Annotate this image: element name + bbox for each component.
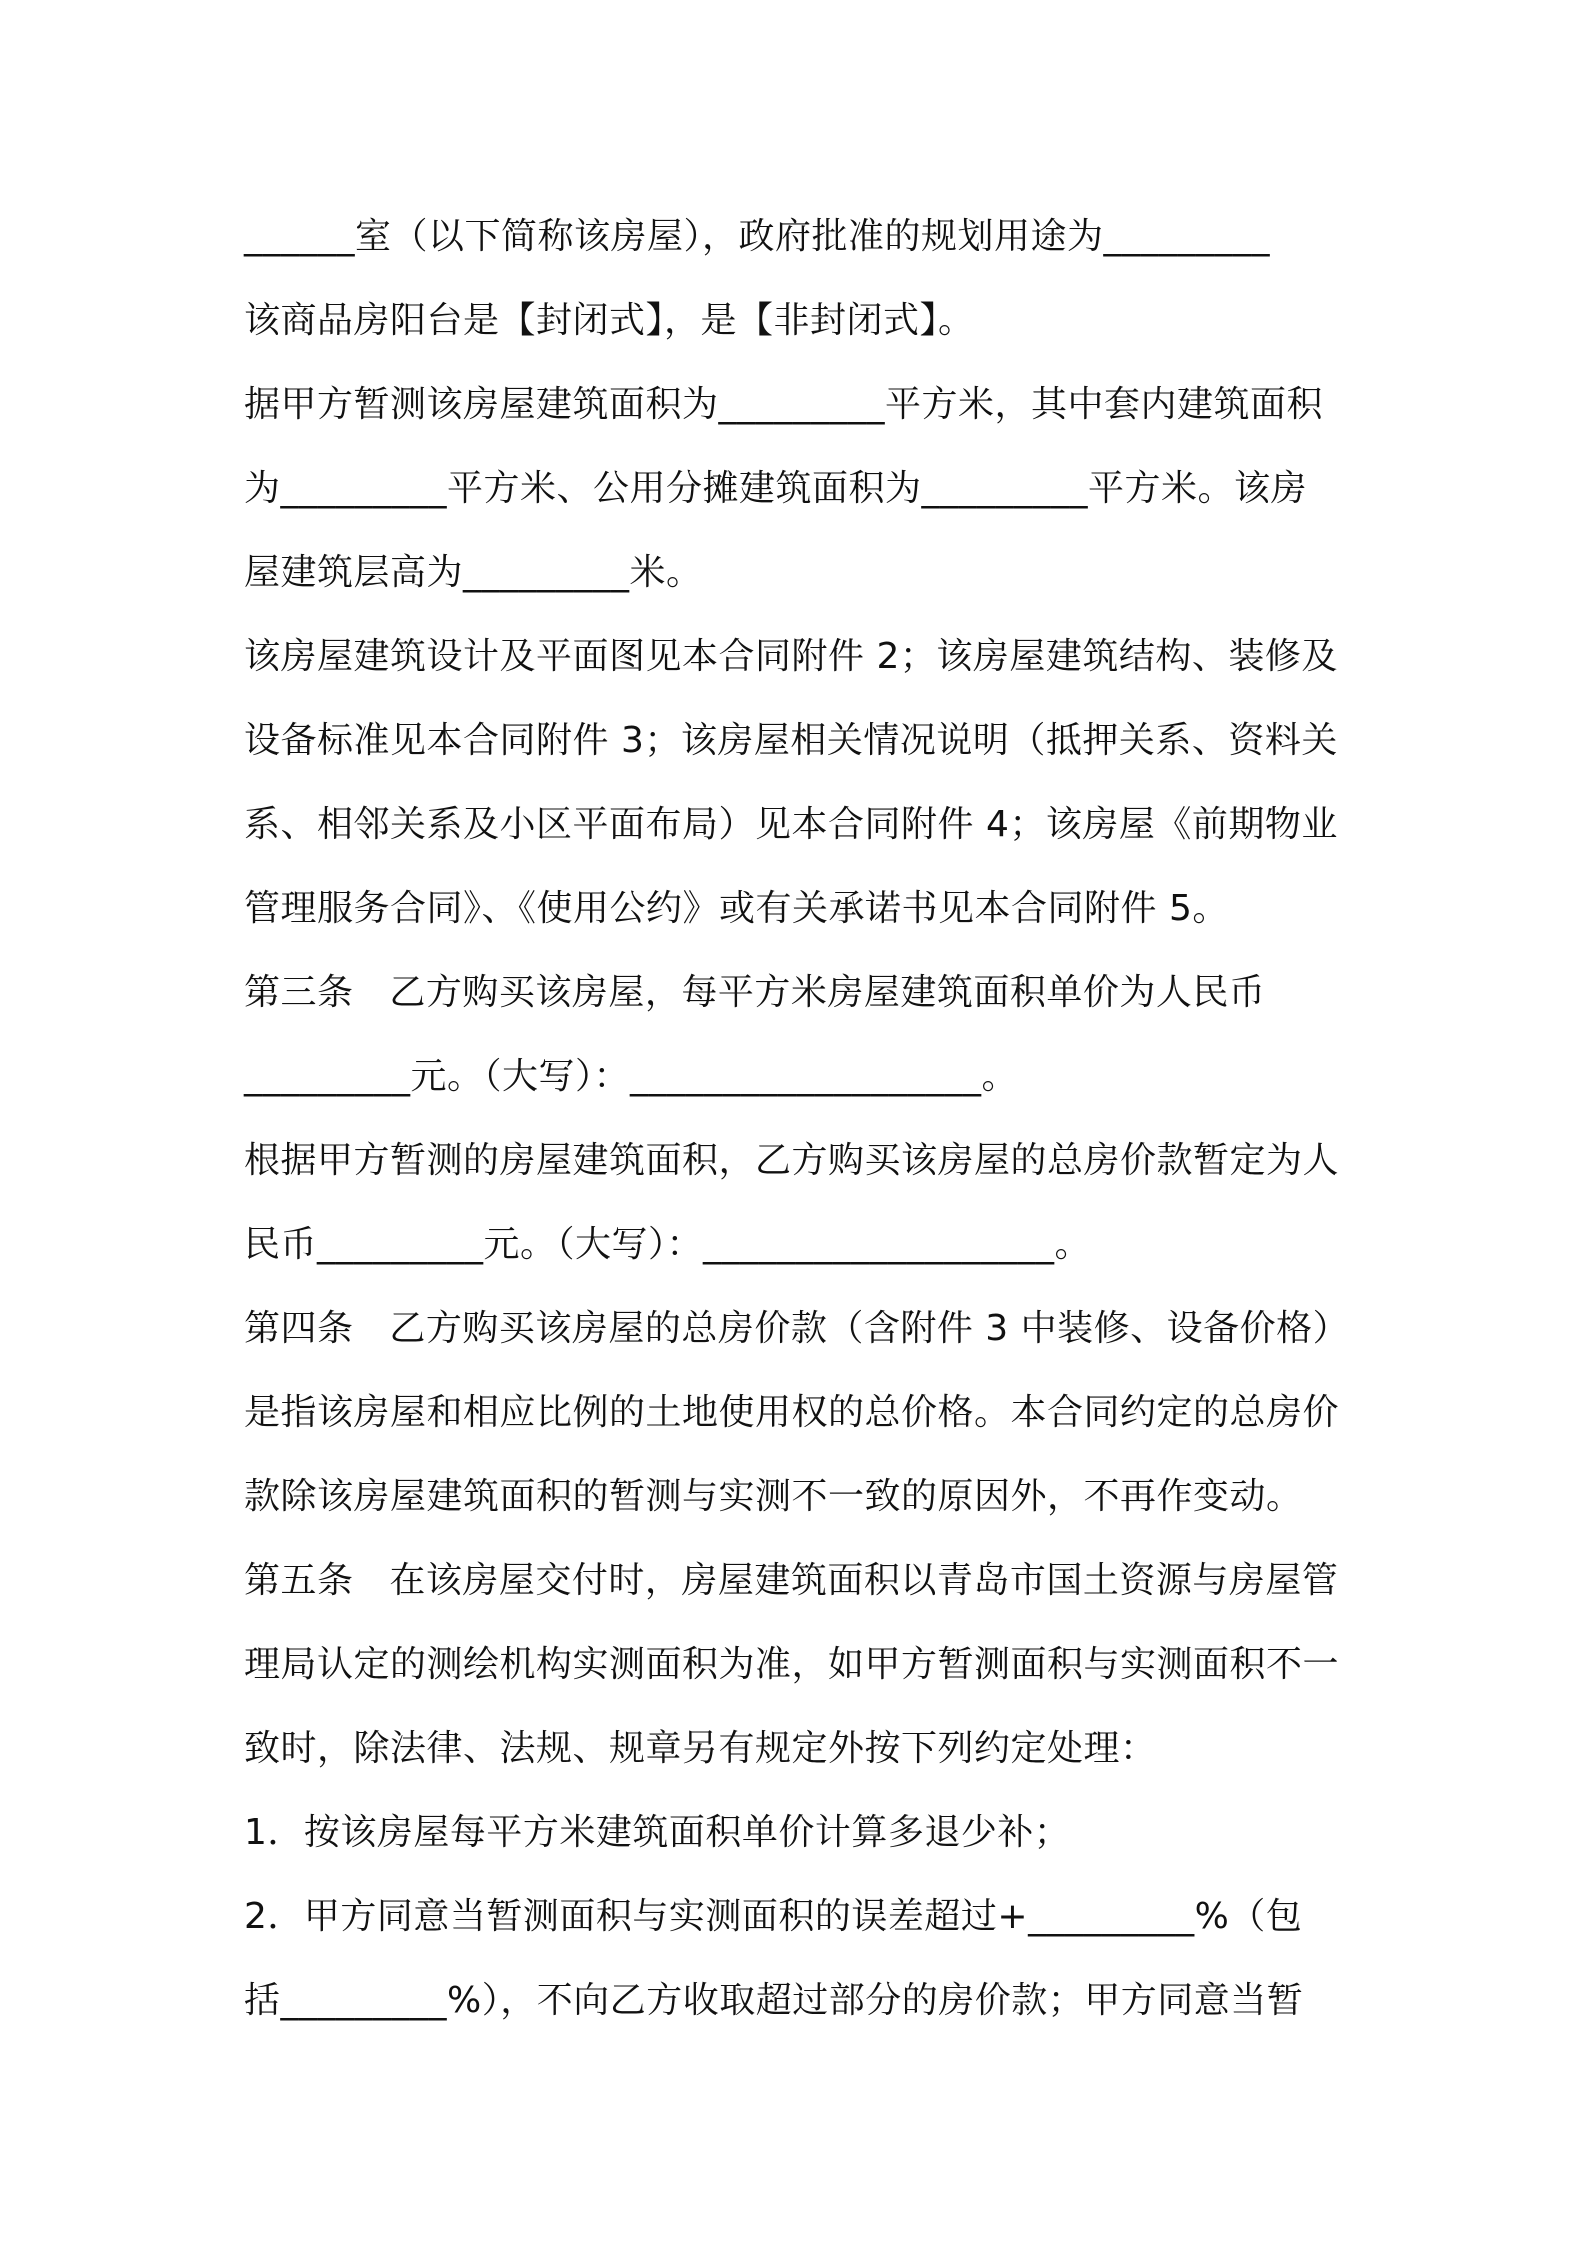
text-line: 理局认定的测绘机构实测面积为准，如甲方暂测面积与实测面积不一 bbox=[244, 1644, 1340, 1685]
text-line: 致时，除法律、法规、规章另有规定外按下列约定处理： bbox=[244, 1728, 1157, 1769]
text-line: 是指该房屋和相应比例的土地使用权的总价格。本合同约定的总房价 bbox=[244, 1392, 1340, 1433]
list-item-1: 1．按该房屋每平方米建筑面积单价计算多退少补； bbox=[244, 1812, 1071, 1853]
contract-body bbox=[244, 204, 1364, 2052]
article-4-heading-line: 第四条 乙方购买该房屋的总房价款（含附件 3 中装修、设备价格） bbox=[244, 1308, 1350, 1349]
text-line: _________元。（大写）：___________________。 bbox=[244, 1056, 1019, 1097]
text-line: 根据甲方暂测的房屋建筑面积，乙方购买该房屋的总房价款暂定为人 bbox=[244, 1140, 1340, 1181]
text-line: ______室（以下简称该房屋），政府批准的规划用途为_________ bbox=[244, 216, 1271, 257]
text-line: 系、相邻关系及小区平面布局）见本合同附件 4；该房屋《前期物业 bbox=[244, 804, 1338, 845]
article-3-heading-line: 第三条 乙方购买该房屋，每平方米房屋建筑面积单价为人民币 bbox=[244, 972, 1266, 1013]
text-line: 款除该房屋建筑面积的暂测与实测不一致的原因外，不再作变动。 bbox=[244, 1476, 1303, 1517]
article-5-heading-line: 第五条 在该房屋交付时，房屋建筑面积以青岛市国土资源与房屋管 bbox=[244, 1560, 1339, 1601]
text-line: 设备标准见本合同附件 3；该房屋相关情况说明（抵押关系、资料关 bbox=[244, 720, 1338, 761]
list-item-2: 2．甲方同意当暂测面积与实测面积的误差超过+_________%（包 bbox=[244, 1896, 1303, 1937]
text-line: 管理服务合同》、《使用公约》或有关承诺书见本合同附件 5。 bbox=[244, 888, 1229, 929]
text-line: 据甲方暂测该房屋建筑面积为_________平方米，其中套内建筑面积 bbox=[244, 384, 1324, 425]
text-line: 括_________%），不向乙方收取超过部分的房价款；甲方同意当暂 bbox=[244, 1980, 1304, 2021]
text-line: 为_________平方米、公用分摊建筑面积为_________平方米。该房 bbox=[244, 468, 1308, 509]
text-line: 该商品房阳台是【封闭式】，是【非封闭式】。 bbox=[244, 300, 975, 341]
text-line: 该房屋建筑设计及平面图见本合同附件 2；该房屋建筑结构、装修及 bbox=[244, 636, 1338, 677]
text-line: 民币_________元。（大写）：___________________。 bbox=[244, 1224, 1092, 1265]
text-line: 屋建筑层高为_________米。 bbox=[244, 552, 703, 593]
